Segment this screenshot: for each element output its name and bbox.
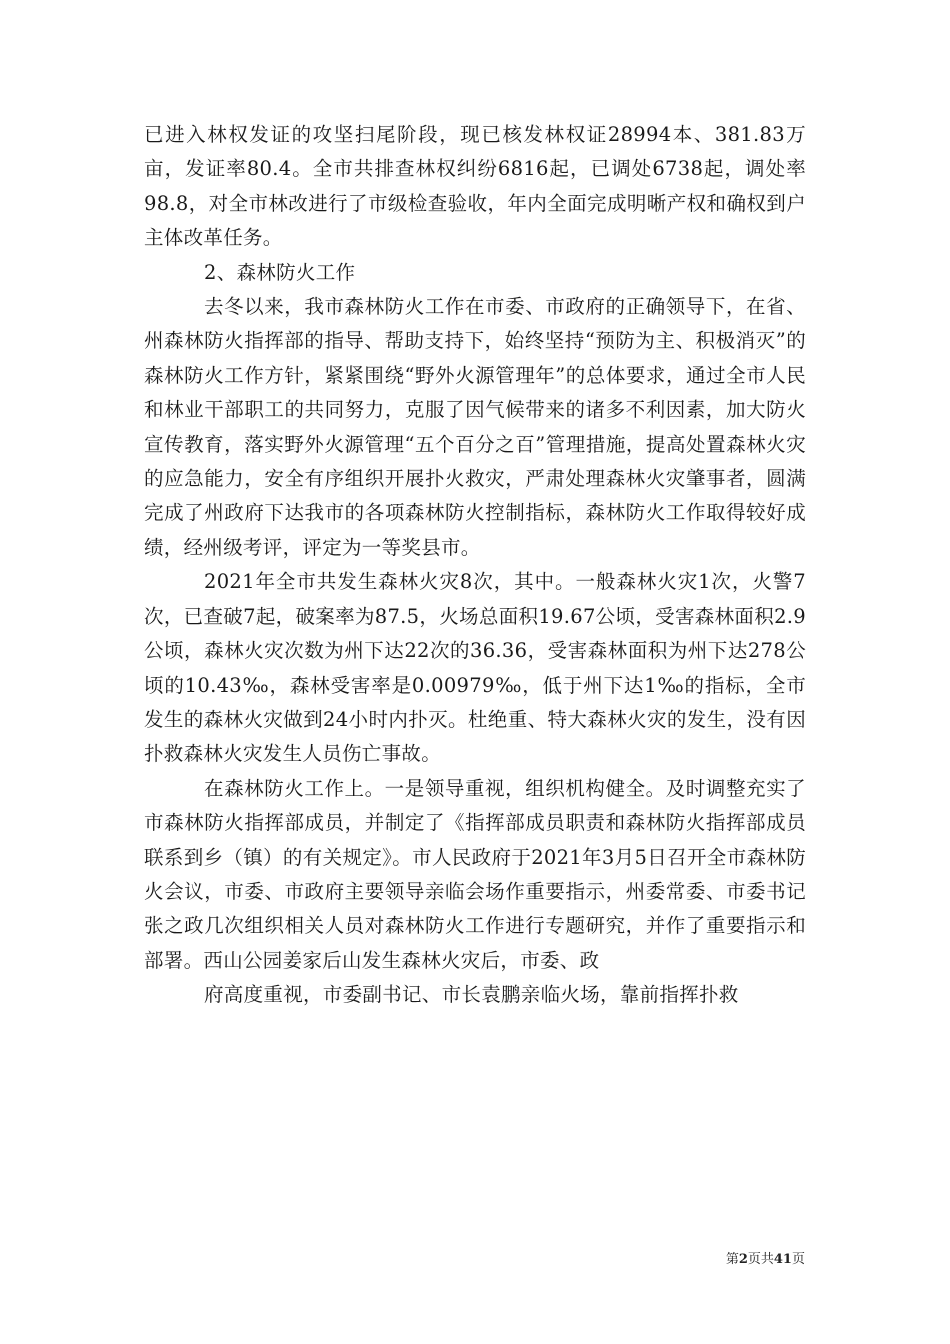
footer-total-pages: 41 — [773, 1252, 792, 1267]
paragraph-government-response: 府高度重视，市委副书记、市长袁鹏亲临火场，靠前指挥扑救 — [204, 983, 739, 1007]
paragraph-leadership-measures: 在森林防火工作上。一是领导重视，组织机构健全。及时调整充实了市森林防火指挥部成员，并制定了《指挥部成员职责和森林防火指挥部成员联系到乡（镇）的有关规定》。市人民政府于2021年3月5日召开全市森林防火会议，市委、市政府主要领导亲临会场作重要指示，州委常委、市委书记张之政几次组织相关人员对森林防火工作进行专题研究，并作了重要指示和部署。西山公园姜家后山发生森林火灾后，市委、政 — [144, 776, 806, 972]
paragraph-fire-statistics-2021: 2021年全市共发生森林火灾8次，其中。一般森林火灾1次，火警7次，已查破7起，破案率为87.5，火场总面积19.67公顷，受害森林面积2.9公顷，森林火灾次数为州下达22次的36.36，受害森林面积为州下达278公顷的10.43‰，森林受害率是0.00979‰，低于州下达1‰的指标，全市发生的森林火灾做到24小时内扑灭。杜绝重、特大森林火灾的发生，没有因扑救森林火灾发生人员伤亡事故。 — [144, 570, 806, 766]
paragraph-fire-prevention-overview: 去冬以来，我市森林防火工作在市委、市政府的正确领导下，在省、州森林防火指挥部的指导、帮助支持下，始终坚持“预防为主、积极消灭”的森林防火工作方针，紧紧围绕“野外火源管理年”的总体要求，通过全市人民和林业干部职工的共同努力，克服了因气候带来的诸多不利因素，加大防火宣传教育，落实野外火源管理“五个百分之百”管理措施，提高处置森林火灾的应急能力，安全有序组织开展扑火救灾，严肃处理森林火灾肇事者，圆满完成了州政府下达我市的各项森林防火控制指标，森林防火工作取得较好成绩，经州级考评，评定为一等奖县市。 — [144, 295, 806, 559]
section-heading-forest-fire-prevention: 2、森林防火工作 — [204, 260, 356, 284]
footer-middle: 页共 — [747, 1252, 774, 1267]
page-body — [144, 118, 806, 1013]
footer-suffix: 页 — [791, 1252, 805, 1267]
footer-prefix: 第 — [725, 1252, 739, 1267]
paragraph-forest-rights-continuation: 已进入林权发证的攻坚扫尾阶段，现已核发林权证28994本、381.83万亩，发证率80.4。全市共排查林权纠纷6816起，已调处6738起，调处率98.8，对全市林改进行了市级检查验收，年内全面完成明晰产权和确权到户主体改革任务。 — [144, 123, 806, 250]
footer-current-page: 2 — [738, 1252, 748, 1267]
page-number-footer — [700, 1248, 805, 1267]
